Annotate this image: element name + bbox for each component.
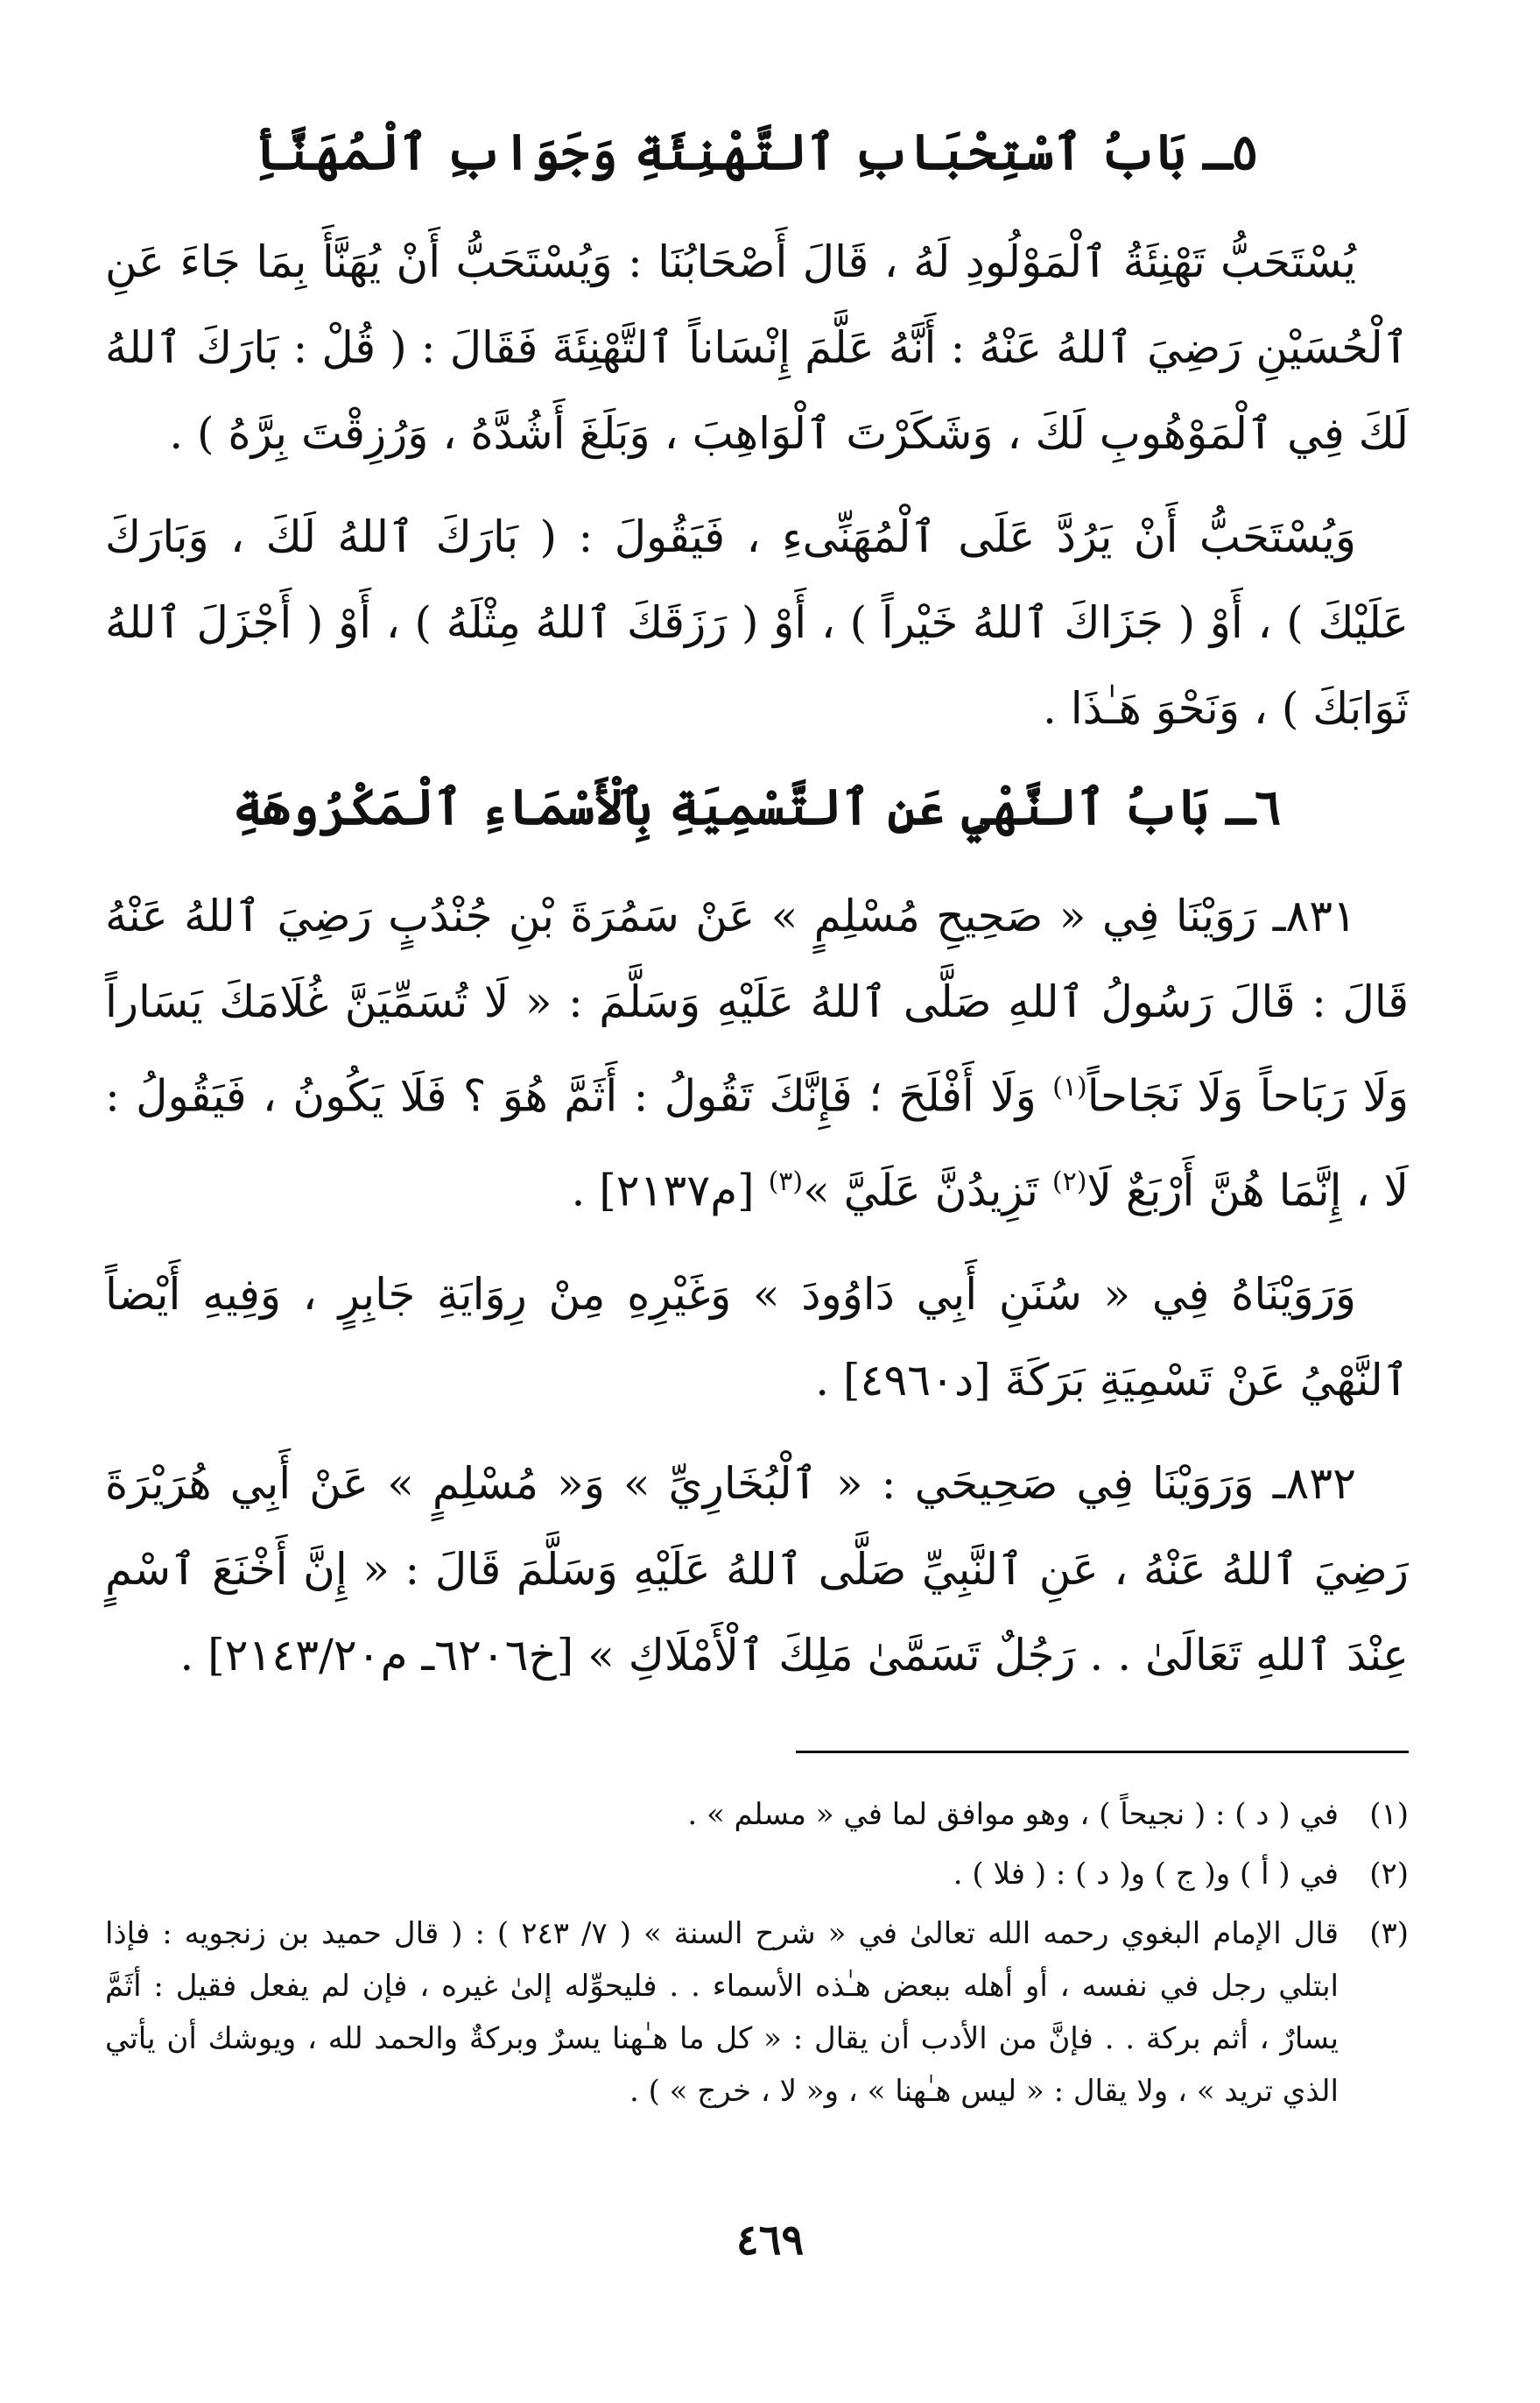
- footnote-ref-3: (٣): [768, 1166, 804, 1197]
- footnote: [105, 1848, 1409, 1900]
- section-5-paragraph-2: وَيُسْتَحَبُّ أَنْ يَرُدَّ عَلَى ٱلْمُهَنِّىءِ ، فَيَقُولَ : ( بَارَكَ ٱللهُ لَكَ ، وَبَارَكَ عَلَيْكَ ) ، أَوْ ( جَزَاكَ ٱللهُ خَيْراً ) ، أَوْ ( رَزَقَكَ ٱللهُ مِثْلَهُ ) ، أَوْ ( أَجْزَلَ ٱللهُ ثَوَابَكَ ) ، وَنَحْوَ هَـٰذَا .: [105, 511, 1409, 734]
- footnote-ref-1: (١): [1052, 1072, 1087, 1103]
- hadith-831-text-b: وَلَا أَفْلَحَ ؛ فَإِنَّكَ تَقُولُ : أَثَمَّ هُوَ ؟ فَلَا يَكُونُ ، فَيَقُولُ : لَا ، إِنَّمَا هُنَّ أَرْبَعٌ لَا: [105, 1070, 1409, 1216]
- footnote-ref-2: (٢): [1051, 1166, 1087, 1197]
- hadith-832: ٨٣٢ـ وَرَوَيْنَا فِي صَحِيحَي : « ٱلْبُخَارِيِّ » وَ« مُسْلِمٍ » عَنْ أَبِي هُرَيْرَةَ رَضِيَ ٱللهُ عَنْهُ ، عَنِ ٱلنَّبِيِّ صَلَّى ٱللهُ عَلَيْهِ وَسَلَّمَ قَالَ : « إِنَّ أَخْنَعَ ٱسْمٍ عِنْدَ ٱللهِ تَعَالَىٰ . . رَجُلٌ تَسَمَّىٰ مَلِكَ ٱلْأَمْلَاكِ » [خ٦٢٠٦ـ م٢١٤٣/٢٠] .: [105, 1457, 1409, 1681]
- footnote: [105, 1788, 1409, 1841]
- footnote-number: (١): [1369, 1796, 1409, 1832]
- footnote-number: (٣): [1369, 1915, 1409, 1951]
- hadith-831-text-a: ٨٣١ـ رَوَيْنَا فِي « صَحِيحِ مُسْلِمٍ » عَنْ سَمُرَةَ بْنِ جُنْدُبٍ رَضِيَ ٱللهُ عَنْهُ قَالَ : قَالَ رَسُولُ ٱللهِ صَلَّى ٱللهُ عَلَيْهِ وَسَلَّمَ : « لَا تُسَمِّيَنَّ غُلَامَكَ يَسَاراً وَلَا رَبَاحاً وَلَا نَجَاحاً: [105, 891, 1409, 1122]
- footnotes: [105, 1788, 1409, 2118]
- footnote-text: في ( أ ) و( ج ) و( د ) : ( فلا ) .: [953, 1856, 1339, 1892]
- page-number: ٤٦٩: [735, 2216, 805, 2265]
- footnote-text: في ( د ) : ( نجيحاً ) ، وهو موافق لما في « مسلم » .: [687, 1796, 1339, 1832]
- hadith-831-text-c: تَزِيدُنَّ عَلَيَّ »: [803, 1165, 1052, 1216]
- section-6-heading: ٦ـ بَابُ ٱلنَّهْيِ عَنِ ٱلتَّسْمِيَةِ بِٱلْأَسْمَاءِ ٱلْمَكْرُوهَةِ: [232, 778, 1282, 836]
- footnote-text: قال الإمام البغوي رحمه الله تعالىٰ في « شرح السنة » ( ٧/ ٢٤٣ ) : ( قال حميد بن زنجويه : فإذا ابتلي رجل في نفسه ، أو أهله ببعض هـٰذه الأسماء . . فليحوِّله إلىٰ غيره ، فإن لم يفعل فقيل : أثَمَّ يسارٌ ، أثم بركة . . فإنَّ من الأدب أن يقال : « كل ما هـٰهنا يسرٌ وبركةٌ والحمد لله ، ويوشك أن يأتي الذي تريد » ، ولا يقال : « ليس هـٰهنا » ، و« لا ، خرج » ) .: [105, 1915, 1340, 2109]
- hadith-831: [105, 873, 1409, 1233]
- hadith-831-text-d: [م٢١٣٧] .: [571, 1165, 769, 1216]
- footnote: [105, 1907, 1409, 2118]
- section-5-paragraph-1: يُسْتَحَبُّ تَهْنِئَةُ ٱلْمَوْلُودِ لَهُ ، قَالَ أَصْحَابُنَا : وَيُسْتَحَبُّ أَنْ يُهَنَّأَ بِمَا جَاءَ عَنِ ٱلْحُسَيْنِ رَضِيَ ٱللهُ عَنْهُ : أَنَّهُ عَلَّمَ إِنْسَاناً ٱلتَّهْنِئَةَ فَقَالَ : ( قُلْ : بَارَكَ ٱللهُ لَكَ فِي ٱلْمَوْهُوبِ لَكَ ، وَشَكَرْتَ ٱلْوَاهِبَ ، وَبَلَغَ أَشُدَّهُ ، وَرُزِقْتَ بِرَّهُ ) .: [105, 236, 1409, 459]
- section-5-heading: ٥ـ بَابُ ٱسْتِحْبَابِ ٱلتَّهْنِئَةِ وَجَوَابِ ٱلْمُهَنَّأِ: [256, 123, 1258, 181]
- footnote-number: (٢): [1369, 1856, 1409, 1892]
- footnote-divider: [796, 1751, 1409, 1753]
- abu-dawud-paragraph: وَرَوَيْنَاهُ فِي « سُنَنِ أَبِي دَاوُودَ » وَغَيْرِهِ مِنْ رِوَايَةِ جَابِرٍ ، وَفِيهِ أَيْضاً ٱلنَّهْيُ عَنْ تَسْمِيَةِ بَرَكَةَ [د٤٩٦٠] .: [105, 1268, 1409, 1406]
